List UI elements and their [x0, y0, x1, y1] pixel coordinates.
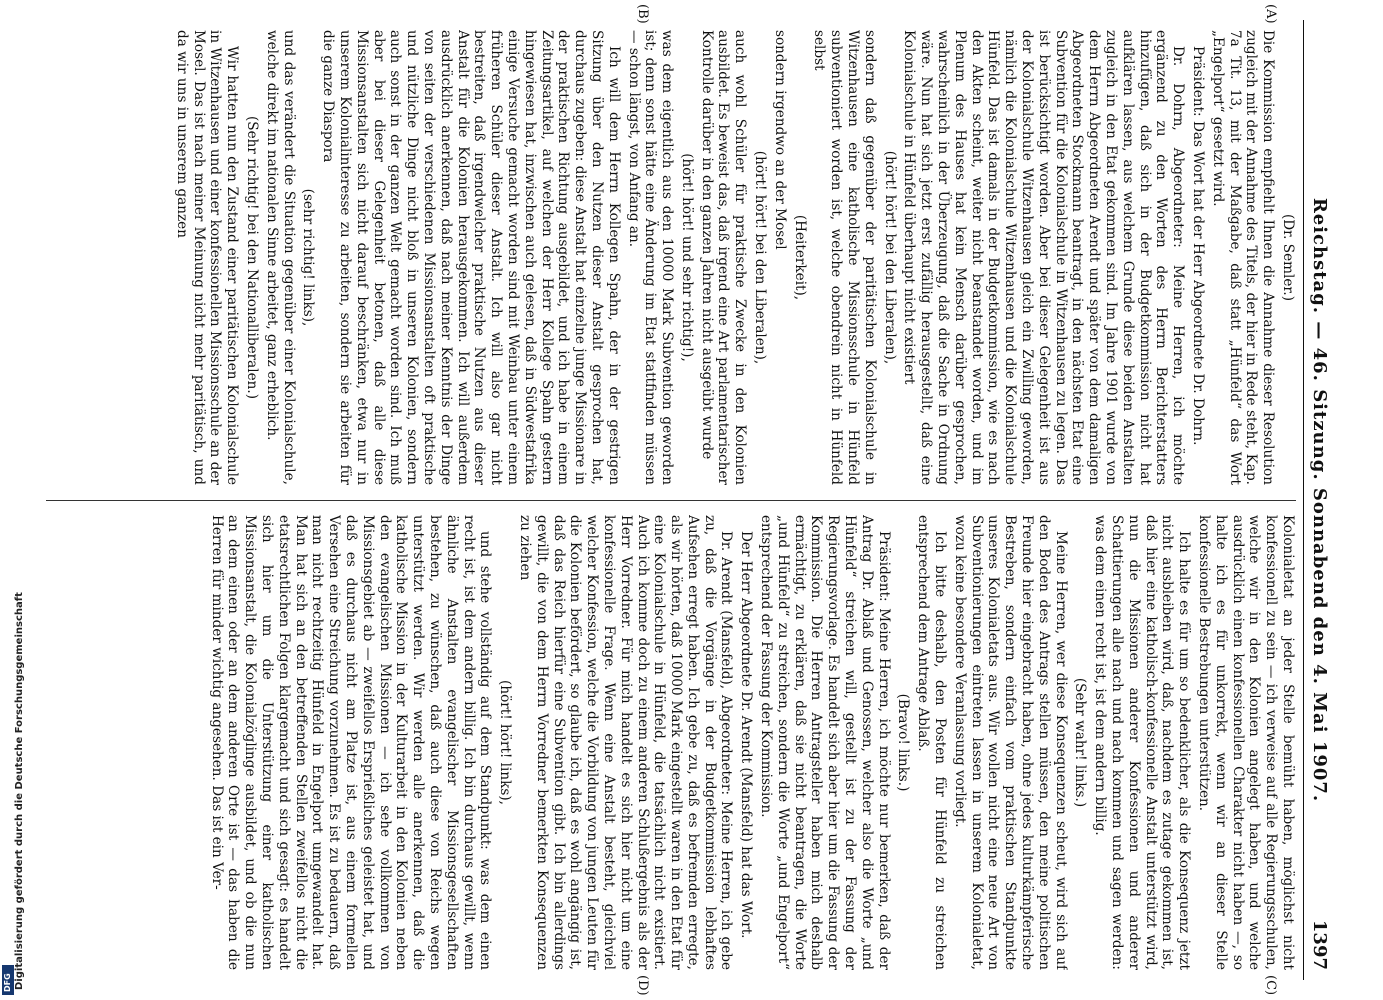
page-number: 1397 [1309, 919, 1330, 970]
margin-letter-a: (A) [1263, 4, 1278, 24]
dfg-credit-text: Digitalisierung gefördert durch die Deutsche Forschungsgemeinschaft [14, 592, 25, 990]
paragraph: (hört! hört! und sehr richtig!), [678, 153, 695, 362]
paragraph: was dem eigentlich aus den 10000 Mark Subvention geworden ist; denn sonst hätte eine Änderung im Etat stattfinden müssen — schon längst, von Anfang an. [625, 30, 676, 485]
margin-letter-d: (D) [635, 975, 650, 996]
page-title: Reichstag. — 46. Sitzung. Sonnabend den 4. Mai 1907. [1309, 197, 1330, 803]
paragraph: Ich will dem Herrn Kollegen Spahn, der in der gestrigen Sitzung über den Nutzen dieser Anstalt gesprochen hat, durchaus zugeben: diese Anstalt hat einzelne junge Missionare in der praktischen Richtung ausgebildet, und ich habe in einem Zeitungsartikel, auf welchen der Herr Kollege Spahn gestern hingewiesen hat, inzwischen auch gelesen, daß in Südwestafrika einige Versuche gemacht worden sind mit Weinbau unter einem früheren Schüler dieser Anstalt. Ich will also gar nicht bestreiten, daß irgendwelcher praktische Nutzen aus dieser Anstalt für die Kolonien herausgekommen. Ich will außerdem ausdrücklich anerkennen, daß nach meiner Kenntnis der Dinge von seiten der verschiedenen Missionsanstalten oft praktische und nützliche Dinge nicht bloß in unseren Kolonien, sondern auch sonst in der ganzen Welt gemacht worden sind. Ich muß aber bei dieser Gelegenheit betonen, daß alle diese Missionsanstalten sich nicht darauf beschränken, etwa nur in unserem Kolonialinteresse zu arbeiten, sondern sie arbeiten für die ganze Diaspora [320, 30, 622, 485]
paragraph: (hört! hört! links), [497, 680, 514, 805]
paragraph: (Sehr wahr! links.) [1072, 677, 1089, 808]
paragraph: und das verändert die Situation gegenüber einer Kolonialschule, welche direkt im nationalen Sinne arbeitet, ganz erheblich. [263, 30, 297, 485]
paragraph: Meine Herren, wer diese Konsequenzen scheut, wird sich auf den Boden des Antrags stellen müssen, den meine politischen Freunde hier eingebracht haben, ohne jedes kulturkämpferische Bestreben, sondern einfach vom praktischen Standpunkte unseres Kolonialetats aus. Wir wollen nicht eine neue Art von Subventionierungen eintreten lassen in unserem Kolonialetat, wozu keine besondere Veranlassung vorliegt. [951, 515, 1069, 970]
paragraph: und stehe vollständig auf dem Standpunkt: was dem einen recht ist, ist dem andern billig. Ich bin durchaus gewillt, wenn ähnliche Anstalten evangelischer Missionsgesellschaften bestehen, zu wünschen, daß auch diese von Reichs wegen unterstützt werden. Wir werden alle anerkennen, daß die katholische Mission in der Kulturarbeit in den Kolonien neben den evangelischen Missionen — ich sehe vollkommen von Missionsgebiet ab — zweifellos Ersprießliches geleistet hat, und daß es durchaus nicht am Platze ist, aus einem formellen Versehen eine Streichung vorzunehmen. Es ist zu bedauern, daß man nicht rechtzeitig Hünfeld in Engelport umgewandelt hat. Man hat sich an den betreffenden Stellen zweifellos nicht die etatsrechtlichen Folgen klargemacht und sich gesagt: es handelt sich hier um die Unterstützung einer katholischen Missionsanstalt, die Kolonialzöglinge ausbildet, und ob die nun an dem einen oder an dem anderen Orte ist — das haben die Herren für minder wichtig angesehen. Das ist ein Ver- [208, 515, 494, 970]
dfg-logo [2, 965, 14, 995]
paragraph: sondern daß gegenüber der paritätischen Kolonialschule in Witzenhausen eine katholische Missionsschule in Hünfeld subventioniert worden ist, welche obendrein nicht in Hünfeld selbst [811, 30, 878, 485]
paragraph: (Heiterkeit), [791, 214, 808, 301]
dfg-logo-text: DFG [3, 973, 12, 992]
right-text-column [46, 515, 1296, 970]
paragraph: Der Herr Abgeordnete Dr. Arendt (Mansfeld) hat das Wort. [738, 531, 755, 939]
document-page [30, 0, 1340, 1000]
left-text-column [46, 30, 1296, 485]
paragraph: (sehr richtig! links), [300, 188, 317, 327]
paragraph: auch wohl Schüler für praktische Zwecke in den Kolonien ausbildet. Es beweist das, daß irgend eine Art parlamentarischer Kontrolle darüber in den ganzen Jahren nicht ausgeübt wurde [698, 30, 749, 485]
paragraph: (Sehr richtig! bei den Nationalliberalen.) [243, 116, 260, 399]
paragraph: (hört! hört! bei den Liberalen), [752, 150, 769, 365]
paragraph: sondern irgendwo an der Mosel [771, 30, 788, 250]
paragraph: Wir hatten nun den Zustand einer paritätischen Kolonialschule in Witzenhausen und einer konfessionellen Missionsschule an der Mosel. Das ist nach meiner Meinung nicht mehr paritätisch, und da wir uns in unserem ganzen [173, 30, 241, 485]
paragraph: Dr. Arendt (Mansfeld), Abgeordneter: Meine Herren, ich gebe zu, daß die Vorgänge in der Budgetkommission lebhaftes Aufsehen erregt haben. Ich gebe zu, daß es befremden erregte, als wir hörten, daß 10000 Mark eingestellt waren in den Etat für eine Kolonialschule in Hünfeld, die tatsächlich nicht existiert. Auch ich komme doch zu einem anderen Schlußergebnis als der Herr Vorredner. Für mich handelt es sich hier nicht um eine konfessionelle Frage. Wenn eine Anstalt besteht, gleichviel welcher Konfession, welche die Vorbildung von jungen Leuten für die Kolonien befördert, so glaube ich, daß es wohl angängig ist, daß das Reich hierfür eine Subvention gibt. Ich bin allerdings gewillt, die von dem Herrn Vorredner bemerkten Konsequenzen zu ziehen [516, 515, 735, 970]
paragraph: (Dr. Semler.) [1280, 213, 1296, 302]
column-divider [46, 500, 1296, 501]
page-header [1303, 20, 1340, 980]
paragraph: (Bravo! links.) [895, 693, 912, 792]
paragraph: Präsident: Meine Herren, ich möchte nur bemerken, daß der Antrag Dr. Ablaß und Genossen, welcher also die Worte „und Hünfeld“ streichen will, gestellt ist zu der Fassung der Regierungsvorlage. Es handelt sich aber hier um die Fassung der Kommission. Die Herren Antragsteller haben mich deshalb ermächtigt, zu erklären, daß sie nicht beantragen, die Worte „und Hünfeld“ zu streichen, sondern die Worte „und Engelport“ entsprechend der Fassung der Kommission. [758, 515, 892, 970]
margin-letter-c: (C) [1263, 975, 1278, 996]
paragraph: Ich halte es für um so bedenklicher, als die Konsequenz jetzt nicht ausbleiben wird, daß, nachdem es zutage gekommen ist, daß hier eine katholisch-konfessionelle Anstalt unterstützt wird, nun die Missionen anderer Konfessionen und anderer Schattierungen alle nach und nach kommen und sagen werden: was dem einen recht ist, ist dem andern billig. [1092, 515, 1193, 970]
page-rotor [30, 0, 1340, 1000]
paragraph: Präsident: Das Wort hat der Herr Abgeordnete Dr. Dohrn. [1190, 46, 1207, 446]
paragraph: Die Kommission empfiehlt Ihnen die Annahme dieser Resolution zugleich mit der Annahme des Titels, der hier in Rede steht, Kap. 7a Tit. 13, mit der Maßgabe, daß statt „Hünfeld“ das Wort „Engelport“ gesetzt wird. [1209, 30, 1277, 485]
paragraph: (hört! hört! bei den Liberalen), [881, 150, 898, 365]
margin-letter-b: (B) [635, 4, 650, 24]
paragraph: Kolonialetat an jeder Stelle bemüht haben, möglichst nicht konfessionell zu sein — ich verweise auf alle Regierungsschulen, welche wir in den Kolonien angelegt haben, und welche ausdrücklich einen konfessionellen Charakter nicht haben —, so halte ich es für unkorrekt, wenn wir an dieser Stelle konfessionelle Bestrebungen unterstützen. [1196, 515, 1296, 970]
digitization-sidenote [0, 0, 30, 1000]
paragraph: Ich bitte deshalb, den Posten für Hünfeld zu streichen entsprechend dem Antrage Ablaß. [915, 515, 949, 970]
paragraph: Dr. Dohrn, Abgeordneter: Meine Herren, ich möchte ergänzend zu den Worten des Herrn Berichterstatters hinzufügen, daß sich in der Budgetkommission nicht hat aufklären lassen, aus welchem Grunde diese beiden Anstalten zugleich in den Etat gekommen sind. Im Jahre 1901 wurde von dem Herrn Abgeordneten Arendt und später von dem damaligen Abgeordneten Stockmann beantragt, in den nächsten Etat eine Subvention für die Kolonialschule in Witzenhausen zu legen. Das ist berücksichtigt worden. Aber bei dieser Gelegenheit ist aus der Kolonialschule Witzenhausen gleich ein Zwilling geworden, nämlich die Kolonialschule Witzenhausen und die Kolonialschule Hünfeld. Das ist damals in der Budgetkommission, wie es nach den Akten scheint, weiter nicht beanstandet worden, und im Plenum des Hauses hat kein Mensch darüber gesprochen, wahrscheinlich in der Überzeugung, daß die Sache in Ordnung wäre. Nun hat sich jetzt erst zufällig herausgestellt, daß eine Kolonialschule in Hünfeld überhaupt nicht existiert [901, 30, 1187, 485]
